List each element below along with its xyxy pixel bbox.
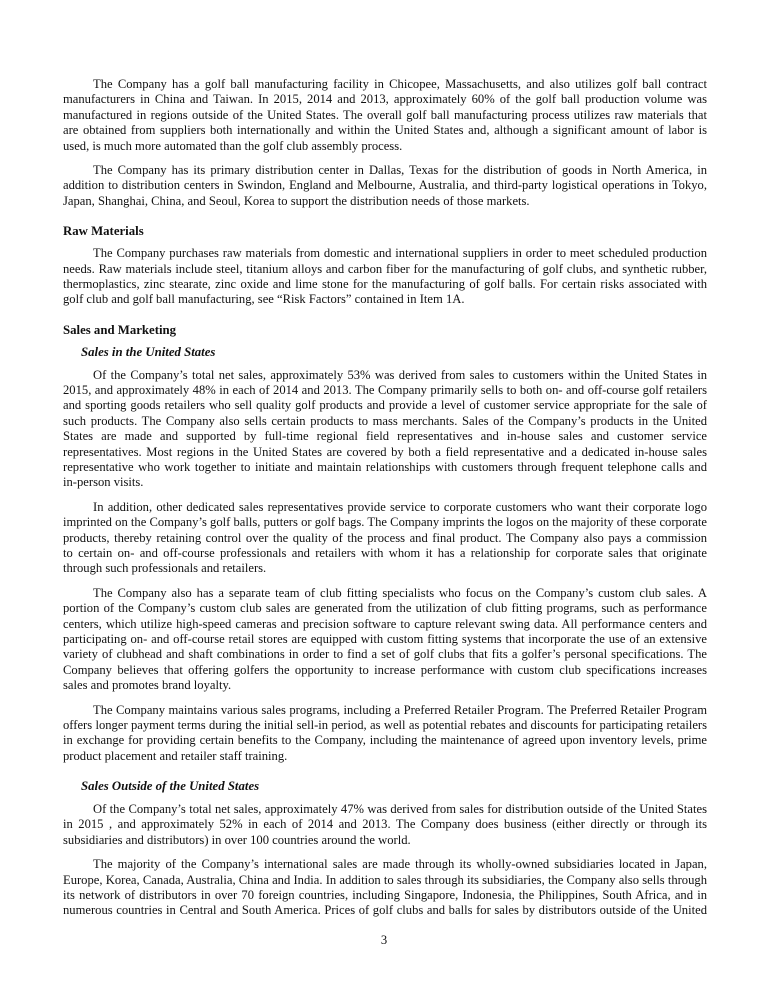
text-line: sales and promotes brand loyalty. [63, 678, 232, 693]
document-body [63, 77, 707, 928]
text-line: addition to distribution centers in Swindon, England and Melbourne, Australia, and third-party logistical operations in Tokyo, [63, 178, 707, 193]
text-line: manufacturers in China and Taiwan. In 2015, 2014 and 2013, approximately 60% of the golf ball production volume was [63, 92, 707, 107]
text-line: and sporting goods retailers who sell quality golf products and provide a level of customer service appropriate for the sale of [63, 398, 707, 413]
text-line: used, is much more automated than the golf club assembly process. [63, 138, 403, 153]
text-line: In addition, other dedicated sales representatives provide service to corporate customers who want their corporate logo [93, 499, 707, 514]
text-line: Of the Company’s total net sales, approximately 47% was derived from sales for distribution outside of the United States [93, 802, 707, 817]
text-line: The Company has a golf ball manufacturing facility in Chicopee, Massachusetts, and also utilizes golf ball contract [93, 77, 707, 91]
subsection-heading: Sales Outside of the United States [81, 779, 260, 794]
paragraph [63, 500, 707, 577]
paragraph [63, 802, 707, 848]
paragraph [63, 368, 707, 491]
text-line: to certain on- and off-course professionals and retailers with whom it has a relationship for corporate sales that originate [63, 545, 707, 560]
text-line: in 2015 , and approximately 52% in each of 2014 and 2013. The Company does business (either directly or through its [63, 817, 707, 832]
text-line: The Company maintains various sales programs, including a Preferred Retailer Program. The Preferred Retailer Program [93, 702, 707, 717]
text-line: such products. The Company also sells certain products to mass merchants. Sales of the Company’s products in the United [63, 413, 707, 428]
text-line: The Company has its primary distribution center in Dallas, Texas for the distribution of goods in North America, in [93, 162, 707, 177]
text-line: manufactured in regions outside of the United States. The overall golf ball manufacturing process utilizes raw materials that [63, 107, 707, 122]
paragraph [63, 703, 707, 765]
text-line: golf club and golf ball manufacturing, see “Risk Factors” contained in Item 1A. [63, 292, 465, 307]
text-line: thermoplastics, zinc stearate, zinc oxide and lime stone for the manufacturing of golf balls. For certain risks associated with [63, 276, 707, 291]
paragraph [63, 857, 707, 919]
text-line: needs. Raw materials include steel, titanium alloys and carbon fiber for the manufacturing of golf clubs, and synthetic rubber, [63, 261, 707, 276]
text-line: product placement and retailer staff training. [63, 748, 288, 763]
paragraph [63, 77, 707, 154]
text-line: in-person visits. [63, 475, 144, 490]
page-number: 3 [380, 933, 388, 947]
text-line: Japan, Shanghai, China, and Seoul, Korea to support the distribution needs of those markets. [63, 193, 530, 208]
paragraph [63, 246, 707, 308]
text-line: 2015, and approximately 48% in each of 2014 and 2013. The Company primarily sells to both on- and off-course golf retailers [63, 383, 707, 398]
section-heading: Sales and Marketing [63, 322, 177, 337]
text-line: representative who work together to initiate and maintain relationships with customers through frequent telephone calls and [63, 460, 707, 475]
text-line: portion of the Company’s custom club sales are generated from the utilization of club fitting programs, such as performance [63, 601, 707, 616]
text-line: its network of distributors in over 70 foreign countries, including Singapore, Indonesia, the Philippines, South Africa, and in [63, 888, 707, 903]
subsection-heading: Sales in the United States [81, 344, 216, 359]
text-line: centers, which utilize high-speed cameras and precision software to capture relevant swing data. All performance centers and [63, 616, 707, 631]
text-line: are obtained from suppliers both internationally and within the United States and, although a significant amount of labor is [63, 123, 707, 138]
text-line: The Company purchases raw materials from domestic and international suppliers in order to meet scheduled production [93, 246, 707, 261]
text-line: States are made and supported by full-time regional field representatives and in-house sales and customer service [63, 429, 707, 444]
text-line: numerous countries in Central and South America. Prices of golf clubs and balls for sales by distributors outside of the United [63, 903, 707, 918]
text-line: representatives. Most regions in the United States are covered by both a field representative and a dedicated in-house sales [63, 444, 707, 459]
text-line: Europe, Korea, Canada, Australia, China and India. In addition to sales through its subsidiaries, the Company also sells through [63, 872, 707, 887]
text-line: Of the Company’s total net sales, approximately 53% was derived from sales to customers within the United States in [93, 367, 707, 382]
paragraph [63, 163, 707, 209]
text-line: participating on- and off-course retail stores are equipped with custom fitting systems that incorporate the use of an extensive [63, 631, 707, 646]
text-line: in exchange for providing certain benefits to the Company, including the maintenance of agreed upon inventory levels, prime [63, 733, 707, 748]
text-line: subsidiaries and distributors) in over 100 countries around the world. [63, 832, 411, 847]
text-line: The majority of the Company’s international sales are made through its wholly-owned subsidiaries located in Japan, [93, 857, 707, 872]
text-line: variety of clubhead and shaft combinations in order to find a set of golf clubs that fits a golfer’s personal specifications. The [63, 647, 707, 662]
text-line: products, thereby retaining control over the quality of the process and final product. The Company also pays a commission [63, 530, 707, 545]
text-line: The Company also has a separate team of club fitting specialists who focus on the Company’s custom club sales. A [93, 585, 707, 600]
text-line: through such professionals and retailers. [63, 561, 267, 576]
section-heading: Raw Materials [63, 224, 144, 239]
text-line: offers longer payment terms during the initial sell-in period, as well as potential rebates and discounts for participating retailers [63, 717, 707, 732]
paragraph [63, 586, 707, 694]
text-line: imprinted on the Company’s golf balls, putters or golf bags. The Company imprints the logos on the majority of these corporate [63, 515, 707, 530]
text-line: Company believes that offering golfers the opportunity to increase performance with custom club specifications increases [63, 662, 707, 677]
